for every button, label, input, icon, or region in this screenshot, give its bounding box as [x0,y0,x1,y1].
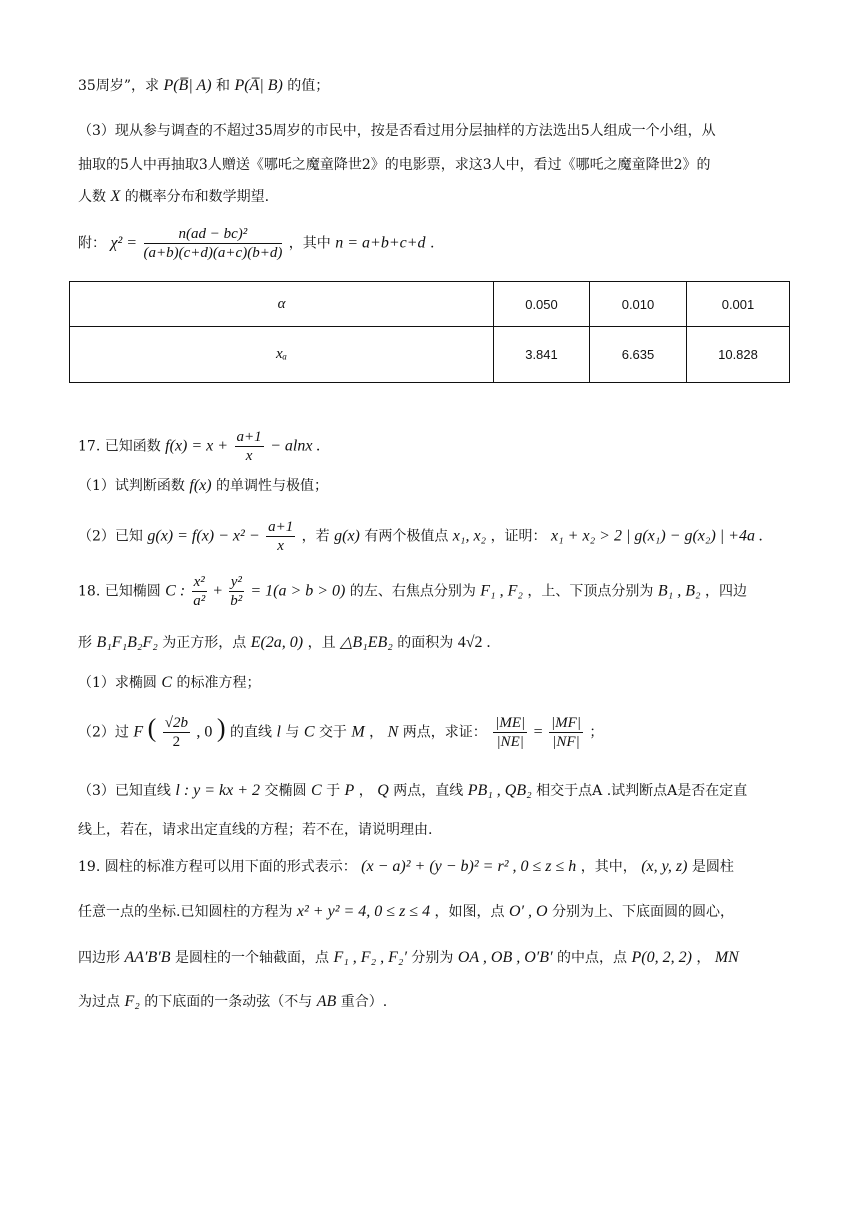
text: 两点，求证： [402,724,487,741]
table-cell: 0.001 [687,282,790,327]
text: ，证明： [490,528,547,545]
math: + [213,582,223,600]
math: = 1(a > b > 0) [250,582,346,600]
text: 的标准方程； [176,675,261,691]
q19-line2 [78,902,734,922]
text: ，如图，点 [434,904,505,920]
text: 交椭圆 [264,783,307,799]
text: ； [589,724,604,741]
text: ， [696,950,711,966]
text: 为正方形，点 [162,635,247,651]
paren-open: ( [147,713,157,743]
math: C [303,723,315,741]
q18-stem-line2 [78,633,490,653]
math: F₁ , F₂ , F₂′ [333,949,407,966]
math: N [387,723,399,741]
math: g(x) [334,527,360,545]
math: OA , OB , O′B′ [457,949,553,966]
fraction [192,573,207,610]
text: 的面积为 [397,635,454,651]
math: P [344,782,355,799]
q18-part1 [78,673,261,693]
math: 4√2 . [457,634,491,651]
fraction [549,714,583,751]
math: B₁F₁B₂F₂ [96,634,158,651]
q17-part1 [78,476,328,496]
math: f(x) [189,477,212,494]
denominator: x [277,538,284,554]
text: 人数 [78,189,106,205]
denominator: a² [193,593,206,609]
text: ， [369,724,384,741]
math: f(x) = x + [165,437,229,455]
text: 为过点 [78,994,120,1010]
q19-line1 [78,857,734,877]
text: 四边形 [78,950,120,966]
text: 的中点，点 [557,950,628,966]
text: ，且 [307,635,336,651]
table-cell: 3.841 [494,327,590,383]
q19-line3 [78,948,739,968]
math: PB₁ , QB₂ [467,782,532,799]
q16-part3-line1: （3）现从参与调查的不超过35周岁的市民中，按是否看过用分层抽样的方法选出5人组成一个小组，从 [78,123,716,139]
numerator: y² [230,574,242,590]
math: g(x) = f(x) − x² − [147,527,260,545]
math: (x, y, z) [641,858,688,875]
text: 和 [215,78,230,94]
numerator: |ME| [495,715,526,731]
text: 18. 已知椭圆 [78,583,161,600]
fraction [163,714,190,751]
n-definition: n = a+b+c+d [335,234,426,252]
var-x: X [110,188,121,205]
text: 交于 [318,724,347,741]
q17-stem [78,428,320,465]
denominator: |NE| [496,734,524,750]
math: F₁ , F₂ [480,582,523,600]
numerator: a+1 [236,429,262,445]
prob-b-given-a: P(B̅| A) [163,77,212,94]
numerator: a+1 [268,519,294,535]
math: Q [377,782,389,799]
text: 的单调性与极值； [216,478,329,494]
text: ，上、下顶点分别为 [527,583,654,600]
q18-part3-line2: 线上，若在，请求出定直线的方程；若不在，请说明理由. [78,822,433,838]
denominator: x [245,448,253,464]
math: l : y = kx + 2 [175,782,261,799]
numerator: √2b [164,715,188,731]
fraction [229,573,244,610]
text: 形 [78,635,92,651]
q19-line4 [78,992,387,1012]
text: ，若 [301,528,330,545]
text: （1）试判断函数 [78,478,185,494]
math: AA′B′B [124,949,171,966]
text: 任意一点的坐标.已知圆柱的方程为 [78,904,293,920]
text: 重合）. [340,994,388,1010]
table-cell: 0.050 [494,282,590,327]
math: △B₁EB₂ [340,634,393,651]
table-row [70,327,790,383]
text: 的下底面的一条动弦（不与 [144,994,313,1010]
text: （1）求椭圆 [78,675,157,691]
text: 19. 圆柱的标准方程可以用下面的形式表示： [78,859,357,875]
table-cell: 6.635 [590,327,687,383]
math: F [133,723,144,741]
text: 于 [326,783,341,799]
text: （2）过 [78,724,129,741]
fraction [235,428,264,465]
q16-part3-line2: 抽取的5人中再抽取3人赠送《哪吒之魔童降世2》的电影票，求这3人中，看过《哪吒之魔童降世2》的 [78,157,711,173]
q16-part3-line3 [78,187,269,207]
denominator: b² [230,593,243,609]
prob-a-given-b: P(A̅| B) [234,77,283,94]
q18-stem-line1 [78,573,747,610]
math: (x − a)² + (y − b)² = r² , 0 ≤ z ≤ h [361,858,577,875]
math: l [276,723,281,741]
appendix-label: 附： [78,235,106,252]
chi-square-formula [78,225,434,262]
numerator: x² [193,574,205,590]
math: C [310,782,322,799]
q16-part2-tail [78,76,329,96]
text: ， [358,783,373,799]
math: x₁ + x₂ > 2 | g(x₁) − g(x₂) | +4a . [551,527,763,545]
text: 17. 已知函数 [78,438,161,455]
table-cell: 10.828 [687,327,790,383]
math: C [161,674,173,691]
math: C : [165,582,186,600]
text: 分别为 [411,950,454,966]
text: （2）已知 [78,528,143,545]
critical-value-table [69,281,790,383]
text: . [429,235,435,252]
math: x² + y² = 4, 0 ≤ z ≤ 4 [296,903,431,920]
denominator: 2 [172,734,181,750]
text: 相交于点A .试判断点A是否在定直 [536,783,748,799]
x-alpha-header: xₐ [70,327,494,383]
text: 两点，直线 [393,783,464,799]
text: 分别为上、下底面圆的圆心， [552,904,735,920]
math: O′ , O [509,903,548,920]
fraction [493,714,527,751]
math: AB [316,993,337,1010]
text: 是圆柱 [691,859,734,875]
q18-part3-line1 [78,781,747,801]
math: MN [714,949,739,966]
math: M [351,723,365,741]
math: P(0, 2, 2) [631,949,692,966]
numerator: |MF| [551,715,581,731]
text: ，其中 [288,235,331,252]
text: 是圆柱的一个轴截面，点 [175,950,329,966]
text: 的值； [287,78,330,94]
chi-square-fraction [144,225,283,262]
math: E(2a, 0) [250,634,304,651]
q17-part2 [78,518,763,555]
text: 的左、右焦点分别为 [349,583,476,600]
text: 的直线 [230,724,272,741]
math: , 0 [196,723,213,741]
denominator: |NF| [552,734,580,750]
math: − alnx . [270,437,321,455]
math: = [533,723,543,741]
text: 的概率分布和数学期望. [124,189,270,205]
fraction [266,518,295,555]
table-row [70,282,790,327]
math: F₂ [124,993,140,1010]
text: （3）已知直线 [78,783,171,799]
alpha-header: α [70,282,494,327]
math: B₁ , B₂ [657,582,701,600]
paren-close: ) [216,713,226,743]
table-cell: 0.010 [590,282,687,327]
text: ，四边 [704,583,747,600]
text: ，其中， [580,859,637,875]
numerator: n(ad − bc)² [144,225,283,244]
text: 与 [285,724,300,741]
q18-part2 [78,714,603,751]
text: 有两个极值点 [364,528,449,545]
denominator: (a+b)(c+d)(a+c)(b+d) [143,245,283,261]
math: x₁, x₂ [452,527,487,545]
chi-square-symbol: χ² = [110,234,138,252]
text: 35周岁”，求 [78,78,159,94]
